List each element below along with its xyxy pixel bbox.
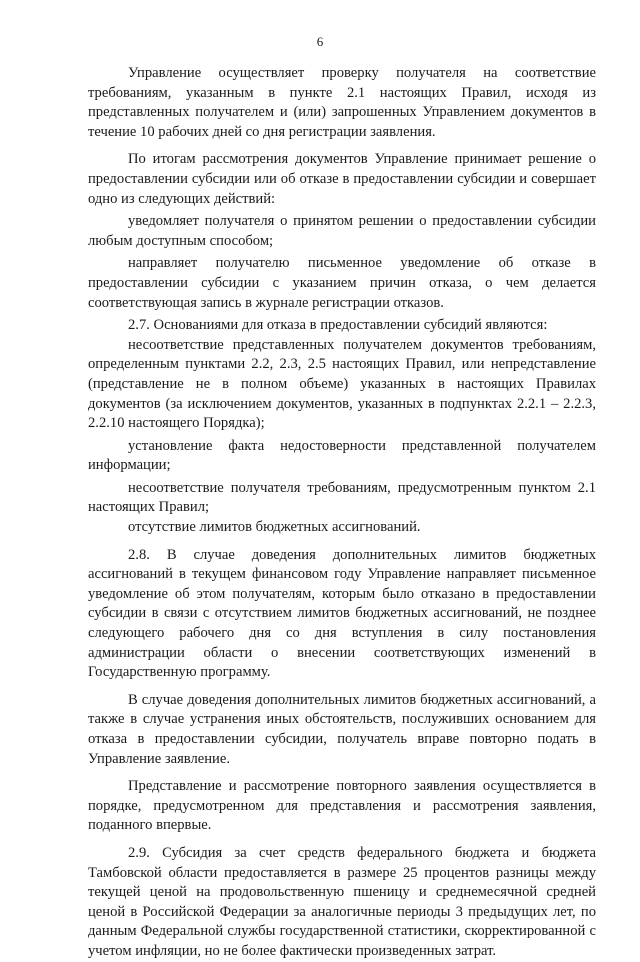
paragraph-repeat-application: Представление и рассмотрение повторного заявления осуществляется в порядке, предусмотренном для представления и рассмотрения заявления, поданного впервые. bbox=[88, 778, 596, 834]
paragraph-verification: Управление осуществляет проверку получателя на соответствие требованиям, указанным в пункте 2.1 настоящих Правил, исходя из представленных получателем и (или) запрошенных Управлением документов в течение 10 рабочих дней со дня регистрации заявления. bbox=[88, 65, 596, 140]
paragraph-refusal-notice: направляет получателю письменное уведомление об отказе в предоставлении субсидии с указанием причин отказа, о чем делается соответствующая запись в журнале регистрации отказов. bbox=[88, 255, 596, 311]
paragraph-ground-false-info: установление факта недостоверности представленной получателем информации; bbox=[88, 437, 596, 474]
paragraph-ground-requirements: несоответствие получателя требованиям, предусмотренным пунктом 2.1 настоящих Правил; bbox=[88, 479, 596, 516]
paragraph-decision: По итогам рассмотрения документов Управление принимает решение о предоставлении субсидии или об отказе в предоставлении субсидии и совершает одно из следующих действий: bbox=[88, 151, 596, 207]
paragraph-2-7-refusal-grounds: 2.7. Основаниями для отказа в предоставлении субсидий являются: bbox=[128, 317, 548, 334]
paragraph-2-8-additional-limits: 2.8. В случае доведения дополнительных лимитов бюджетных ассигнований в текущем финансовом году Управление направляет письменное уведомление об этом получателям, которым было отказано в предоставлении субсидии в связи с отсутствием лимитов бюджетных ассигнований, не позднее следующего рабочего дня со дня вступления в силу постановления администрации области о внесении соответствующих изменений в Государственную программу. bbox=[88, 546, 596, 681]
document-body bbox=[88, 64, 596, 962]
paragraph-ground-documents: несоответствие представленных получателем документов требованиям, определенным пунктами 2.2, 2.3, 2.5 настоящих Правил, или непредставление (представление не в полном объеме) указанных в настоящих Правилах документов (за исключением документов, указанных в подпунктах 2.2.1 – 2.2.3, 2.2.10 настоящего Порядка); bbox=[88, 336, 596, 432]
paragraph-2-9-subsidy-amount: 2.9. Субсидия за счет средств федерального бюджета и бюджета Тамбовской области предоставляется в размере 25 процентов разницы между текущей ценой на продовольственную пшеницу и среднемесячной средней ценой в Российской Федерации за аналогичные периоды 3 предыдущих лет, по данным Федеральной службы государственной статистики, скорректированной с учетом инфляции, но не более фактически произведенных затрат. bbox=[88, 844, 596, 959]
paragraph-notify-decision: уведомляет получателя о принятом решении о предоставлении субсидии любым доступным способом; bbox=[88, 213, 596, 249]
page-number: 6 bbox=[316, 34, 324, 49]
paragraph-ground-no-limits: отсутствие лимитов бюджетных ассигнований. bbox=[128, 519, 421, 536]
paragraph-reapply: В случае доведения дополнительных лимитов бюджетных ассигнований, а также в случае устранения иных обстоятельств, послуживших основанием для отказа в предоставлении субсидии, получатель вправе повторно подать в Управление заявление. bbox=[88, 691, 596, 767]
